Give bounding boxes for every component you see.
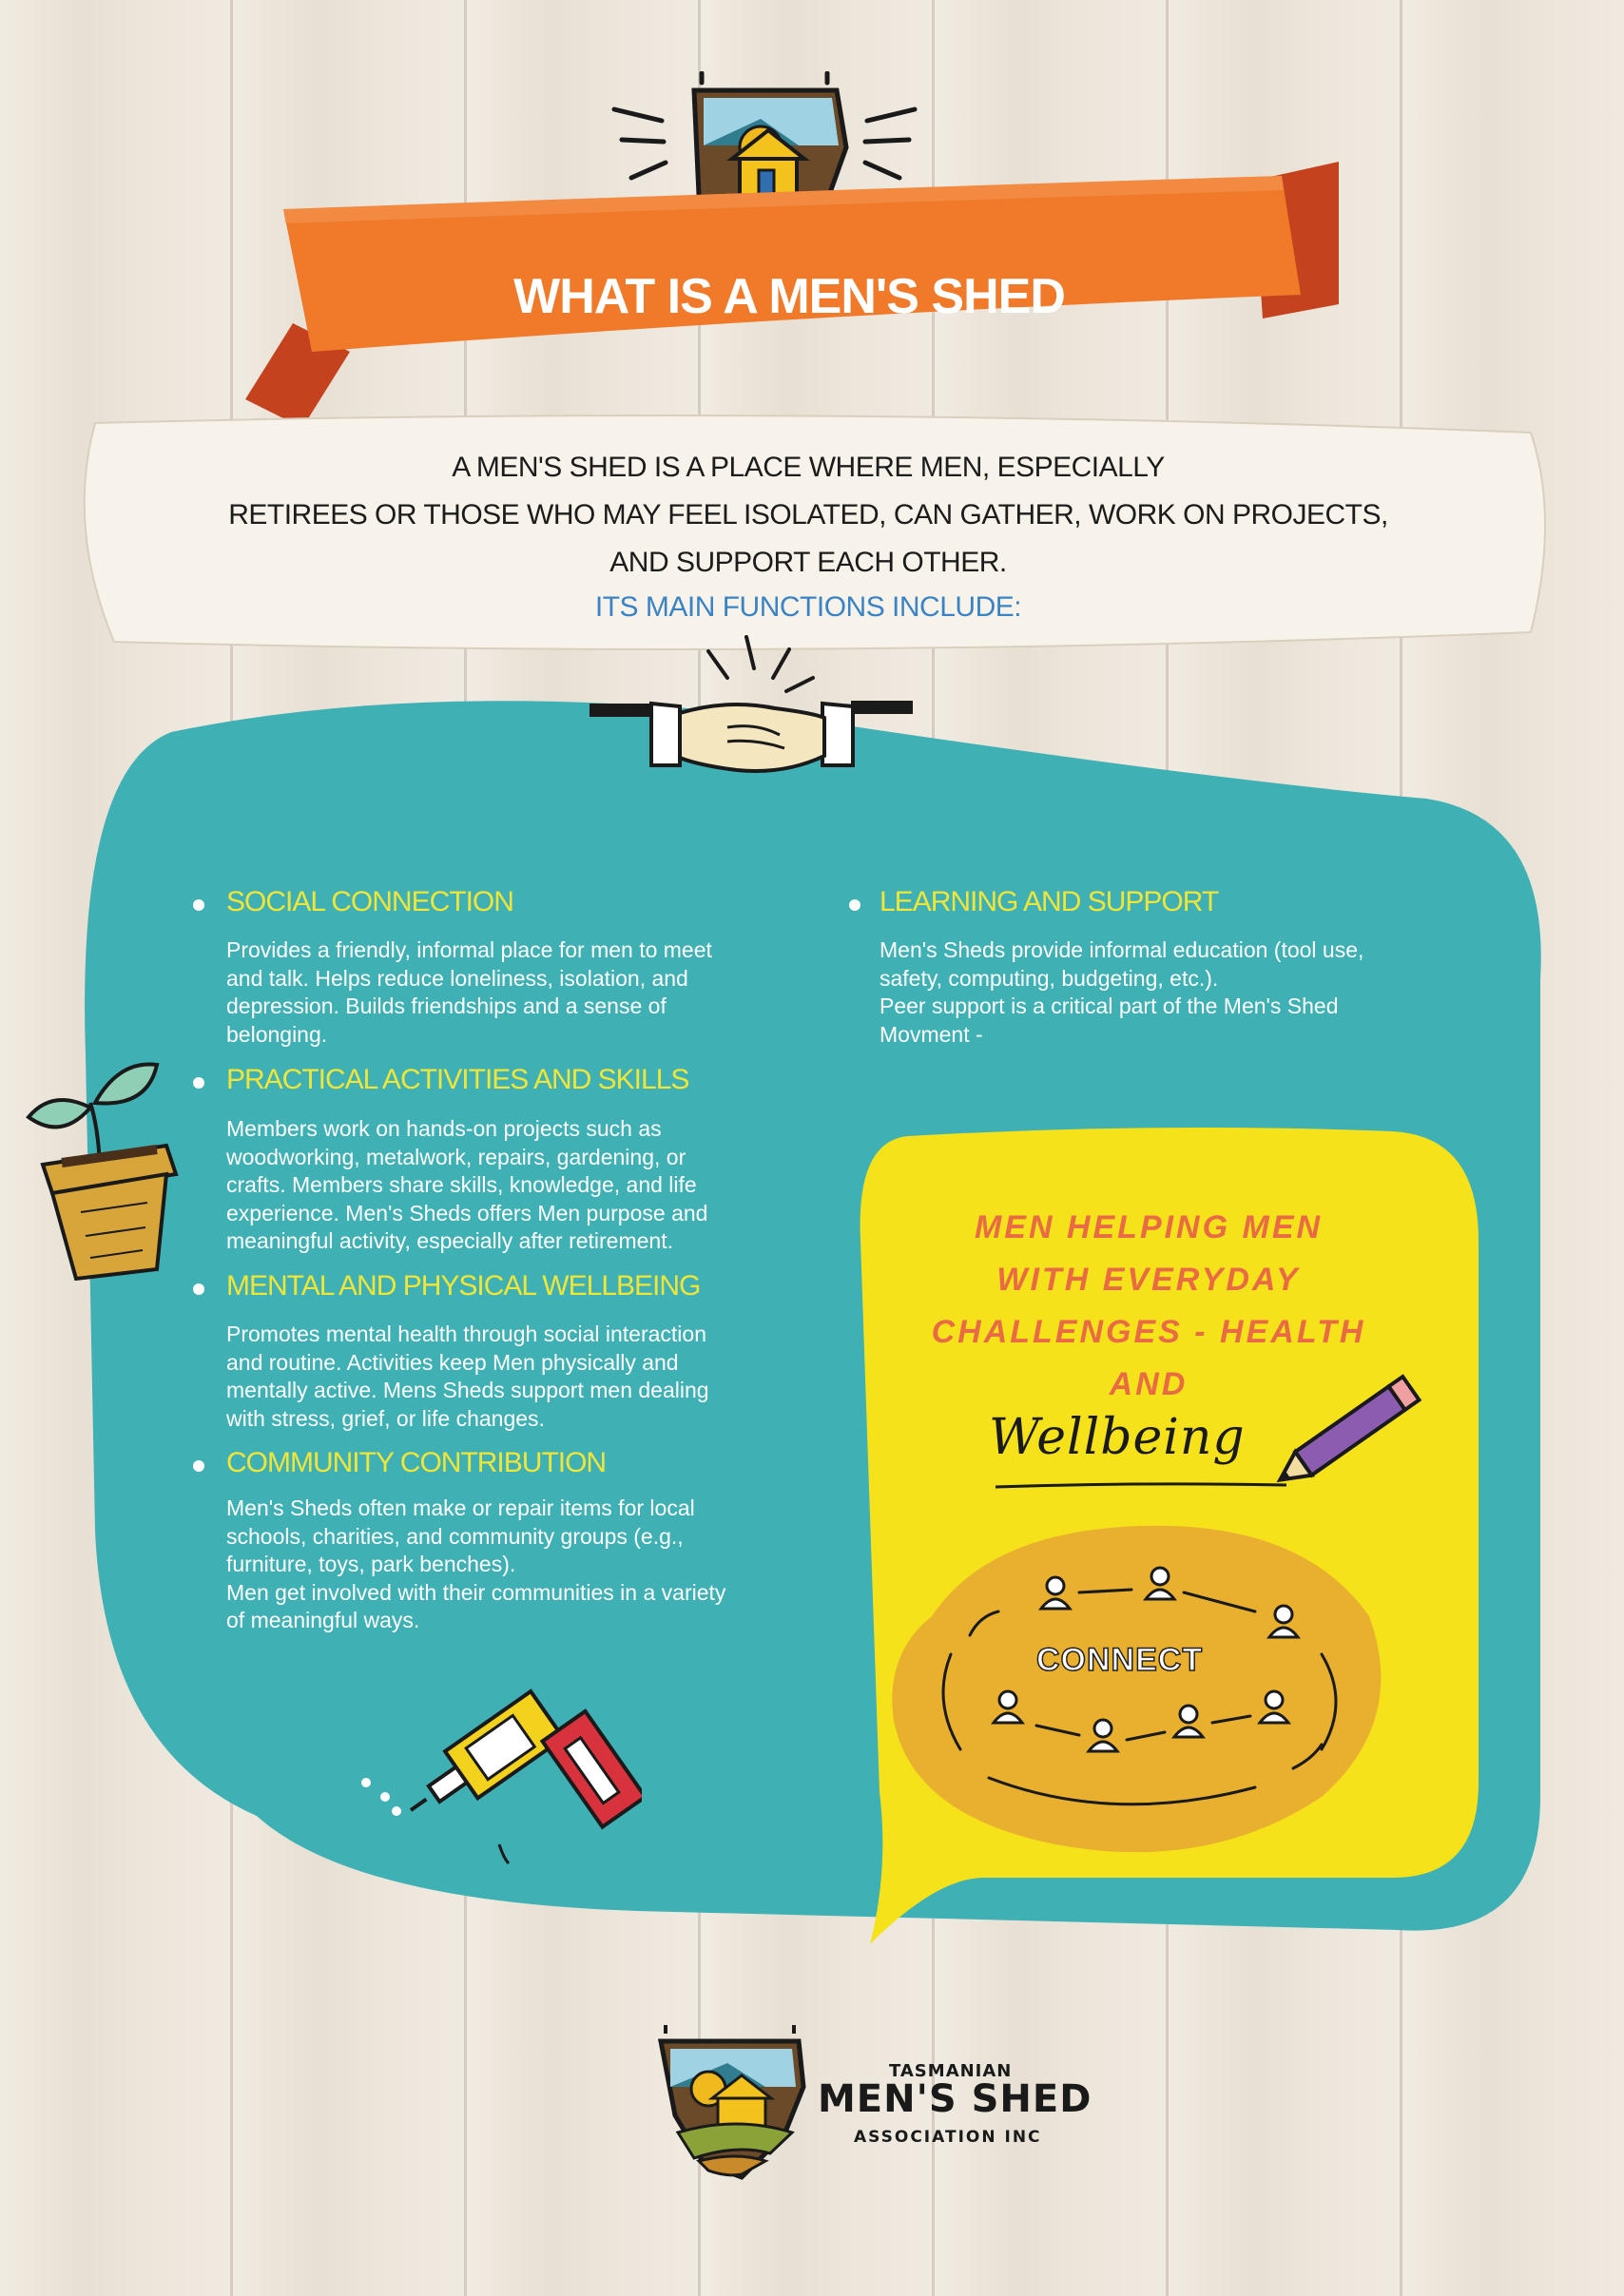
body-learning-support	[880, 936, 1363, 1049]
tagline-line-1: MEN HELPING MEN	[974, 1209, 1324, 1245]
body-line: Peer support is a critical part of the Men's Shed	[880, 994, 1339, 1018]
bullet-community-contribution	[193, 1460, 204, 1472]
functions-label: ITS MAIN FUNCTIONS INCLUDE:	[594, 591, 1022, 623]
body-line: with stress, grief, or life changes.	[226, 1405, 545, 1431]
underline-stroke	[994, 1479, 1288, 1491]
body-line: Men's Sheds provide informal education (tool use,	[880, 937, 1364, 962]
tagline-line-3: CHALLENGES - HEALTH	[931, 1314, 1366, 1350]
body-social-connection	[226, 936, 712, 1049]
body-line: and routine. Activities keep Men physically and	[226, 1349, 679, 1375]
body-line: of meaningful ways.	[226, 1608, 420, 1632]
body-line: schools, charities, and community groups (e.g.,	[226, 1523, 684, 1549]
wellbeing-script: Wellbeing	[989, 1409, 1246, 1466]
bullet-social-connection	[193, 899, 204, 911]
bullet-learning-support	[849, 899, 860, 911]
body-mental-physical	[226, 1321, 709, 1433]
logo-tasmanian: TASMANIAN	[889, 2061, 1013, 2081]
body-line: belonging.	[226, 1021, 328, 1047]
tagline-line-2: WITH EVERYDAY	[996, 1262, 1301, 1298]
drill-icon	[357, 1635, 642, 1873]
footer-logo-icon	[651, 2020, 813, 2182]
connect-word: CONNECT	[1036, 1642, 1204, 1678]
tagline-line-4: AND	[1109, 1366, 1189, 1402]
body-line: Promotes mental health through social interaction	[226, 1322, 707, 1346]
body-line: experience. Men's Sheds offers Men purpose and	[226, 1200, 708, 1225]
pencil-icon	[1265, 1364, 1436, 1497]
logo-association: ASSOCIATION INC	[854, 2128, 1042, 2147]
body-line: meaningful activity, especially after retirement.	[226, 1228, 673, 1253]
body-community-contribution	[226, 1495, 725, 1635]
body-line: furniture, toys, park benches).	[226, 1552, 516, 1576]
heading-practical-activities: PRACTICAL ACTIVITIES AND SKILLS	[226, 1064, 689, 1095]
body-practical-activities	[226, 1115, 707, 1256]
handshake-icon	[585, 632, 918, 799]
body-line: mentally active. Mens Sheds support men dealing	[226, 1378, 709, 1402]
bullet-practical-activities	[193, 1077, 204, 1089]
body-line: Men's Sheds often make or repair items for local	[226, 1495, 695, 1520]
intro-line-2: RETIREES OR THOSE WHO MAY FEEL ISOLATED, CAN GATHER, WORK ON PROJECTS,	[228, 499, 1388, 531]
body-line: Movment -	[880, 1021, 983, 1047]
heading-learning-support: LEARNING AND SUPPORT	[880, 886, 1219, 917]
body-line: and talk. Helps reduce loneliness, isolation, and	[226, 965, 688, 991]
intro-line-1: A MEN'S SHED IS A PLACE WHERE MEN, ESPECIALLY	[452, 452, 1165, 483]
bullet-mental-physical	[193, 1283, 204, 1295]
heading-mental-physical: MENTAL AND PHYSICAL WELLBEING	[226, 1270, 701, 1302]
heading-community-contribution: COMMUNITY CONTRIBUTION	[226, 1447, 607, 1478]
body-line: Men get involved with their communities in a variety	[226, 1579, 726, 1605]
heading-social-connection: SOCIAL CONNECTION	[226, 886, 513, 917]
body-line: Provides a friendly, informal place for men to meet	[226, 937, 712, 962]
logo-mens-shed: MEN'S SHED	[818, 2077, 1092, 2121]
connect-blob	[875, 1512, 1388, 1863]
body-line: Members work on hands-on projects such as	[226, 1116, 662, 1141]
body-line: safety, computing, budgeting, etc.).	[880, 965, 1219, 991]
body-line: depression. Builds friendships and a sense of	[226, 994, 667, 1018]
body-line: woodworking, metalwork, repairs, gardening, or	[226, 1144, 686, 1169]
intro-line-3: AND SUPPORT EACH OTHER.	[609, 547, 1007, 578]
body-line: crafts. Members share skills, knowledge, and life	[226, 1172, 697, 1197]
page-title: WHAT IS A MEN'S SHED	[513, 269, 1065, 324]
plant-pot-icon	[24, 1051, 185, 1288]
